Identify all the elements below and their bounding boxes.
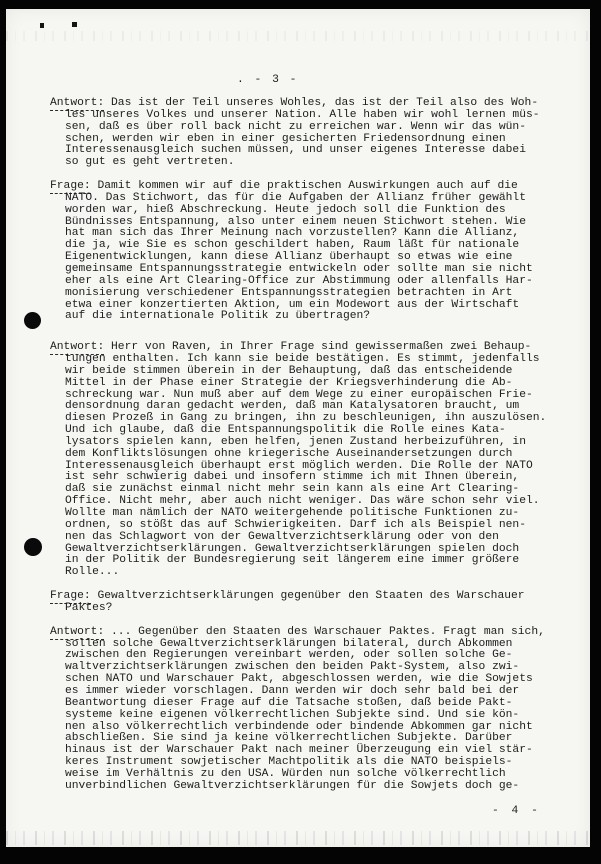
text-line: Beantwortung dieser Frage auf die Tatsache stoßen, daß beide Pakt- (65, 696, 513, 709)
paragraph (50, 97, 590, 169)
text-line: worden war, hieß Abschreckung. Heute jedoch soll die Funktion des (65, 203, 506, 216)
paragraph-label: Frage: (50, 590, 91, 603)
text-line: Antwort: Das ist der Teil unseres Wohles, das ist der Teil also des Woh- (50, 97, 539, 109)
text-line: ist sehr schwierig dabei und insofern stimme ich mit Ihnen überein, (65, 471, 520, 484)
text-line: Bündnisses Entspannung, also unter einem neuen Stichwort stehen. Wie (65, 215, 526, 228)
text-line: Rolle... (65, 566, 120, 579)
text-line: densordnung daran gedacht werden, daß man Katalysatoren braucht, um (65, 400, 520, 413)
text-line: Eigenentwicklungen, kann diese Allianz überhaupt so etwas wie eine (65, 251, 513, 264)
text-line: hinaus ist der Warschauer Pakt nach meiner Überzeugung ein viel stär- (65, 744, 533, 757)
scan-noise-strip (6, 831, 590, 845)
text-line: waltverzichtserklärungen zwischen den beiden Pakt-System, also zwi- (65, 661, 520, 674)
text-line: NATO. Das Stichwort, das für die Aufgaben der Allianz früher gewählt (65, 191, 526, 204)
text-line: nen also völkerrechtlich verbindende oder bindende Abkommen gar nicht (65, 720, 533, 733)
text-line: tungen enthalten. Ich kann sie beide bestätigen. Es stimmt, jedenfalls (65, 353, 540, 366)
text-line: hat man sich das Ihrer Meinung nach vorzustellen? Kann die Allianz, (65, 227, 520, 240)
page-number-top: . - 3 - (237, 74, 299, 86)
text-line: weise im Verhältnis zu den USA. Würden nun solche völkerrechtlich (65, 767, 506, 780)
paragraph (50, 625, 590, 793)
text-line: Frage: Gewaltverzichtserklärungen gegenüber den Staaten des Warschauer (50, 590, 525, 603)
text-line: Interessenausgleich suchen müssen, und unser eigenes Interesse dabei (65, 144, 526, 157)
paragraph-label: Frage: (50, 180, 91, 193)
text-line: nen das Schlagwort von der Gewaltverzichtserklärung oder von den (65, 530, 499, 543)
text-line: Office. Nicht mehr, aber auch nicht weniger. Das wäre schon sehr viel. (65, 495, 540, 508)
text-line: die ja, wie Sie es schon geschildert haben, Raum läßt für nationale (65, 239, 520, 252)
text-line: so gut es geht vertreten. (65, 156, 235, 169)
text-line: in der Politik der Bundesregierung seit längerem eine immer größere (65, 554, 520, 567)
paragraph (50, 180, 590, 323)
text-line: monisierung verschiedener Entspannungsstrategien betrachten in Art (65, 286, 513, 299)
paragraph-label: Antwort: (50, 341, 105, 354)
text-line: systeme keine eigenen völkerrechtlichen Subjekte sind. Und sie kön- (65, 708, 520, 721)
text-line: daß sie zunächst einmal nicht mehr sein kann als eine Art Clearing- (65, 483, 520, 496)
text-line: Antwort: Herr von Raven, in Ihrer Frage sind gewissermaßen zwei Behaup- (50, 341, 532, 354)
punch-hole (24, 312, 41, 329)
text-line: etwa einer konzertierten Aktion, um ein Modewort aus der Wirtschaft (65, 298, 520, 311)
text-line: schen NATO und Warschauer Pakt, abgeschlossen werden, wie die Sowjets (65, 673, 533, 686)
text-line: Mittel in der Phase einer Strategie der Kriegsverhinderung die Ab- (65, 376, 513, 389)
text-line: unverbindlichen Gewaltverzichtserklärungen für die Sowjets doch ge- (65, 779, 520, 792)
text-line: wir beide stimmen überein in der Behauptung, daß das entscheidende (65, 364, 513, 377)
paragraph (50, 590, 590, 615)
text-line: schreckung war. Nun muß aber auf dem Wege zu einer europäischen Frie- (65, 388, 533, 401)
text-line: auf die internationale Politik zu übertragen? (65, 310, 371, 323)
text-line: Frage: Damit kommen wir auf die praktischen Auswirkungen auch auf die (50, 180, 518, 193)
text-line: eher als eine Art Clearing-Office zur Abstimmung oder allenfalls Har- (65, 274, 533, 287)
text-line: es immer wieder vorschlagen. Dann werden wir doch sehr bald bei der (65, 684, 520, 697)
text-line: zwischen den Regierungen vereinbart werden, oder sollen solche Ge- (65, 649, 513, 662)
paragraph (50, 341, 590, 579)
text-line: les unseres Volkes und unserer Nation. Alle haben wir wohl lernen müs- (65, 108, 540, 121)
text-line: sen, daß es über roll back nicht zu erreichen war. Wenn wir das wün- (65, 120, 526, 133)
scanned-page (6, 9, 590, 847)
text-line: Wollte man nämlich der NATO weitergehende politische Funktionen zu- (65, 507, 520, 519)
scan-speck (72, 22, 77, 27)
paragraph-label: Antwort: (50, 625, 105, 638)
text-line: keres Instrument sowjetischer Machtpolitik als die NATO beispiels- (65, 756, 513, 769)
text-line: gemeinsame Entspannungsstrategie entwickeln oder sollte man sie nicht (65, 262, 533, 275)
scan-noise-strip (6, 31, 590, 41)
text-line: lysators spielen kann, eben helfen, jenen Zustand herbeizuführen, in (65, 435, 526, 448)
text-line: Und ich glaube, daß die Entspannungspolitik die Rolle eines Kata- (65, 424, 506, 437)
text-line: abschließen. Sie sind ja keine völkerrechtlichen Subjekte. Darüber (65, 732, 513, 745)
text-line: Paktes? (65, 601, 113, 614)
text-line: schen, werden wir eben in einer gesicherten Friedensordnung einen (65, 132, 506, 145)
text-line: Gewaltverzichtserklärungen. Gewaltverzichtserklärungen spielen doch (65, 542, 520, 555)
document-body (6, 98, 590, 793)
text-line: Antwort: ... Gegenüber den Staaten des Warschauer Paktes. Fragt man sich, (50, 625, 545, 638)
text-line: sollen solche Gewaltverzichtserklärungen bilateral, durch Abkommen (65, 637, 513, 650)
text-line: diesen Prozeß in Gang zu bringen, ihn zu beschleunigen, ihn auszulösen. (65, 412, 547, 425)
page-number-bottom: - 4 - (492, 805, 541, 817)
text-line: dem Konfliktslösungen ohne kriegerische Auseinandersetzungen durch (65, 447, 513, 460)
punch-hole (24, 538, 42, 556)
text-line: ordnen, so stößt das auf Schwierigkeiten. Darf ich als Beispiel nen- (65, 518, 526, 531)
paragraph-label: Antwort: (50, 97, 105, 109)
scan-speck (40, 23, 44, 28)
text-line: Interessenausgleich überhaupt erst möglich werden. Die Rolle der NATO (65, 459, 533, 472)
